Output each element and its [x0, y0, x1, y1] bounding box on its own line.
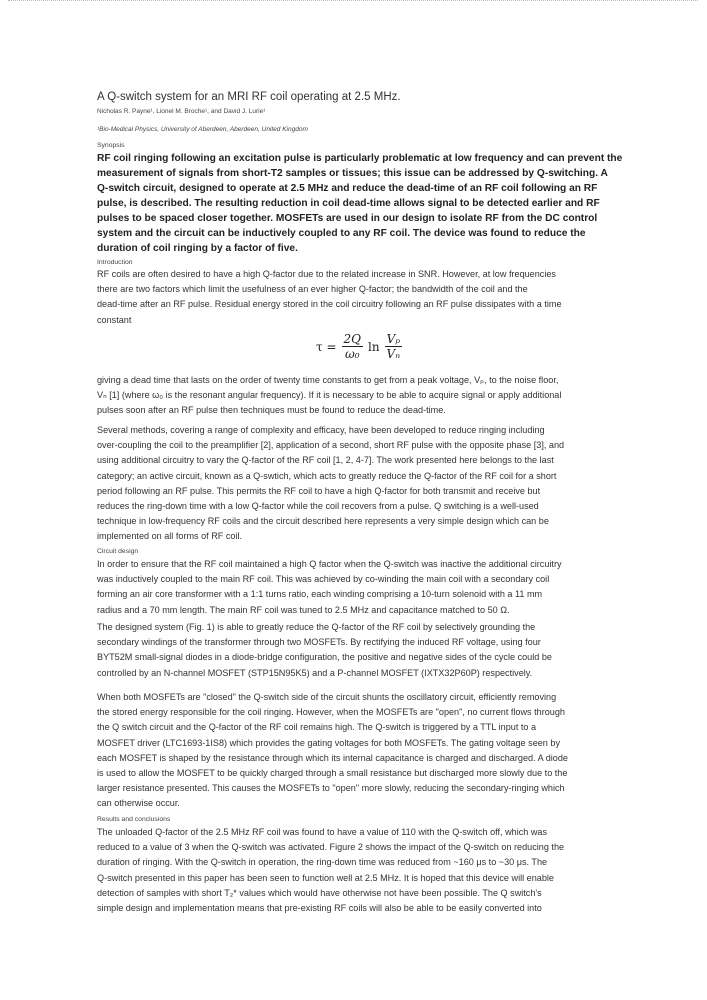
- equation-fraction-2: [385, 332, 402, 361]
- synopsis-text: [97, 151, 657, 256]
- introduction-heading: Introduction: [97, 259, 133, 266]
- text-line: measurement of signals from short-T2 samples or tissues; this issue can be addressed by Q-switching. A: [97, 168, 608, 179]
- text-line: RF coil ringing following an excitation pulse is particularly problematic at low frequency and can prevent the: [97, 153, 623, 164]
- text-line: each MOSFET is shaped by the resistance through which its internal capacitance is charged and discharged. A diode: [97, 752, 568, 763]
- text-line: over-coupling the coil to the preamplifier [2], application of a second, short RF pulse with the opposite phase [3], and: [97, 440, 565, 451]
- denominator: ω₀: [344, 347, 360, 361]
- text-line: secondary windings of the transformer through two MOSFETs. By rectifying the induced RF voltage, using four: [97, 637, 541, 648]
- text-line: larger resistance presented. This causes the MOSFETs to "open" more slowly, reducing the secondary-ringing which: [97, 783, 565, 794]
- text-line: Q-switch circuit, designed to operate at 2.5 MHz and reduce the dead-time of an RF coil following an RF: [97, 183, 598, 194]
- circuit-paragraph-2: [97, 620, 657, 681]
- circuit-design-heading: Circuit design: [97, 548, 139, 555]
- text-line: system and the circuit can be inductively coupled to any RF coil. The device was found to reduce the: [97, 228, 586, 239]
- text-line: pulses to be spaced closer together. MOSFETs are used in our design to isolate RF from the DC control: [97, 213, 598, 224]
- text-line: BYT52M small-signal diodes in a diode-bridge configuration, the positive and negative sides of the cycle could be: [97, 652, 552, 663]
- equation-fraction-1: [342, 332, 363, 361]
- text-line: duration of coil ringing by a factor of five.: [97, 243, 298, 254]
- circuit-paragraph-1: [97, 557, 657, 618]
- text-line: MOSFET driver (LTC1693-1IS8) which provides the gating voltages for both MOSFETs. The gating voltage seen by: [97, 737, 560, 748]
- text-line: reduced to a value of 3 when the Q-switch was activated. Figure 2 shows the impact of the Q-switch on reducing the: [97, 842, 565, 853]
- text-line: simple design and implementation means that pre-existing RF coils will also be able to be easily converted into: [97, 903, 542, 914]
- text-line: When both MOSFETs are "closed" the Q-switch side of the circuit shunts the oscillatory circuit, efficiently removing: [97, 692, 557, 702]
- synopsis-heading: Synopsis: [97, 142, 125, 149]
- results-paragraph-1: [97, 825, 657, 916]
- text-line: The designed system (Fig. 1) is able to greatly reduce the Q-factor of the RF coil by selectively grounding the: [97, 622, 536, 632]
- introduction-paragraph-3: [97, 423, 657, 545]
- text-line: there are two factors which limit the usefulness of an ever higher Q-factor; the bandwidth of the coil and the: [97, 284, 528, 295]
- text-line: controlled by an N-channel MOSFET (STP15N95K5) and a P-channel MOSFET (IXTX32P60P) respectively.: [97, 667, 533, 678]
- text-line: In order to ensure that the RF coil maintained a high Q factor when the Q-switch was inactive the additional circuitry: [97, 559, 562, 569]
- text-line: Vₙ [1] (where ω₀ is the resonant angular frequency). If it is necessary to be able to acquire signal or apply additional: [97, 390, 562, 401]
- text-line: Q-switch presented in this paper has been seen to function well at 2.5 MHz. It is hoped that this device will enable: [97, 872, 554, 883]
- equation-ln: ln: [368, 339, 380, 354]
- denominator: Vₙ: [386, 347, 401, 361]
- text-line: RF coils are often desired to have a high Q-factor due to the related increase in SNR. However, at low frequencies: [97, 269, 556, 279]
- text-line: reduces the ring-down time with a low Q-factor while the coil recovers from a pulse. Q switching is a well-used: [97, 501, 539, 512]
- text-line: radius and a 70 mm length. The main RF coil was tuned to 2.5 MHz and capacitance matched to 50 Ω.: [97, 604, 510, 615]
- text-line: pulse, is described. The resulting reduction in coil dead-time allows signal to be detected earlier and RF: [97, 198, 600, 209]
- text-line: forming an air core transformer with a 1:1 turns ratio, each winding comprising a 10-turn solenoid with a 11 mm: [97, 589, 543, 600]
- text-line: period following an RF pulse. This permits the RF coil to have a high Q-factor for both transmit and receive but: [97, 485, 541, 496]
- text-line: is used to allow the MOSFET to be quickly charged through a small resistance but discharged more slowly due to the: [97, 768, 568, 779]
- text-line: duration of ringing. With the Q-switch in operation, the ring-down time was reduced from ~160 μs to ~30 μs. The: [97, 857, 548, 868]
- numerator: Vₚ: [386, 332, 401, 346]
- results-heading: Results and conclusions: [97, 816, 171, 823]
- affiliation: ¹Bio-Medical Physics, University of Aberdeen, Aberdeen, United Kingdom: [97, 126, 308, 133]
- text-line: category; an active circuit, known as a Q-swtich, which acts to greatly reduce the Q-factor of the RF coil for a short: [97, 470, 557, 481]
- text-line: was inductively coupled to the main RF coil. This was achieved by co-winding the main coil with a secondary coil: [97, 574, 550, 585]
- text-line: The unloaded Q-factor of the 2.5 MHz RF coil was found to have a value of 110 with the Q-switch off, which was: [97, 827, 548, 837]
- text-line: can otherwise occur.: [97, 798, 180, 809]
- authors: Nicholas R. Payne¹, Lionel M. Broche¹, and David J. Lurie¹: [97, 108, 266, 115]
- text-line: technique in low-frequency RF coils and the circuit described here represents a very simple design which can be: [97, 516, 549, 527]
- paper-title: A Q-switch system for an MRI RF coil operating at 2.5 MHz.: [97, 91, 401, 103]
- equation-lhs: τ =: [316, 339, 337, 354]
- text-line: dead-time after an RF pulse. Residual energy stored in the coil circuitry following an RF pulse dissipates with a time: [97, 299, 562, 310]
- text-line: using additional circuitry to vary the Q-factor of the RF coil [1, 2, 4-7]. The work presented here belongs to the last: [97, 455, 554, 466]
- introduction-paragraph-2: [97, 373, 657, 419]
- text-line: constant: [97, 314, 132, 325]
- text-line: implemented on all forms of RF coil.: [97, 531, 243, 542]
- text-line: Several methods, covering a range of complexity and efficacy, have been developed to reduce ringing including: [97, 425, 545, 435]
- numerator: 2Q: [343, 332, 361, 346]
- text-line: pulses soon after an RF pulse then techniques must be found to reduce the dead-time.: [97, 405, 446, 416]
- text-line: giving a dead time that lasts on the order of twenty time constants to get from a peak voltage, Vₚ, to the noise floor,: [97, 375, 559, 385]
- circuit-paragraph-3: [97, 690, 657, 812]
- text-line: the stored energy responsible for the coil ringing. However, when the MOSFETs are "open", no current flows through: [97, 707, 565, 718]
- time-constant-equation: [316, 332, 402, 361]
- cropped-header-strip: [8, 0, 698, 4]
- introduction-paragraph-1: [97, 267, 657, 328]
- text-line: detection of samples with short T₂* values which would have otherwise not have been possible. The Q switch's: [97, 887, 542, 898]
- text-line: the Q switch circuit and the Q-factor of the RF coil remains high. The Q-switch is triggered by a TTL input to a: [97, 722, 537, 733]
